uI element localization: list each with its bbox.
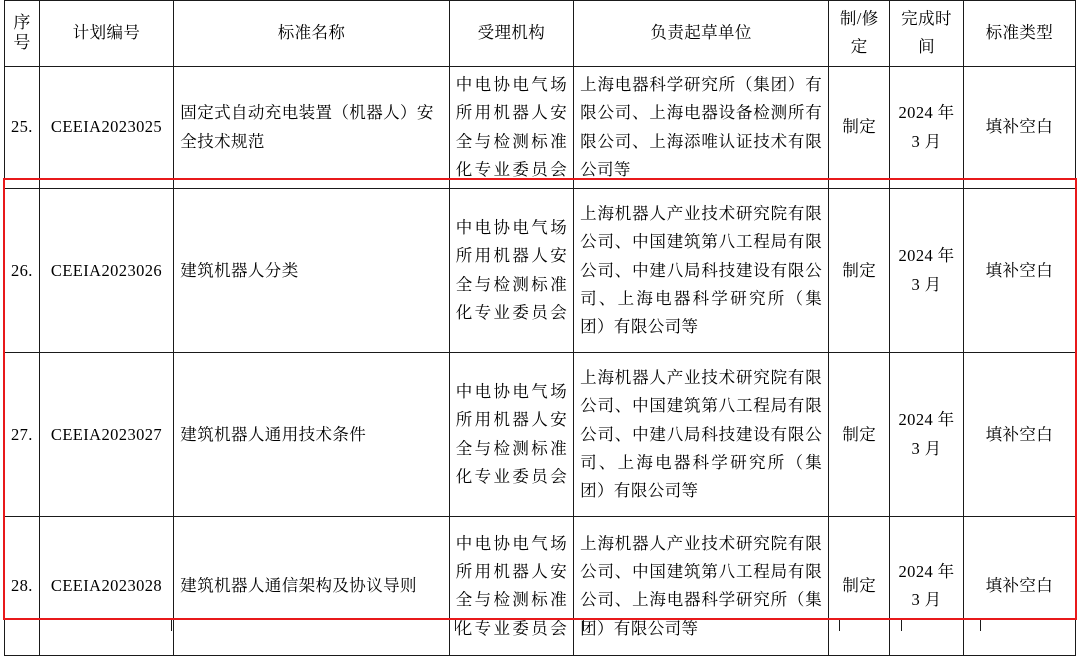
cell-formulation-type: 制定 <box>829 353 890 517</box>
cell-divider <box>980 620 981 631</box>
cell-standard-category: 填补空白 <box>963 189 1075 353</box>
cell-drafting-unit: 上海机器人产业技术研究院有限公司、中国建筑第八工程局有限公司、中建八局科技建设有限公司、上海电器科学研究所（集团）有限公司等 <box>574 353 829 517</box>
table-row <box>5 353 1076 517</box>
cell-sequence: 27. <box>5 353 40 517</box>
table-row <box>5 517 1076 656</box>
table-row-partial <box>4 620 1076 631</box>
cell-accepting-org: 中电协电气场所用机器人安全与检测标准化专业委员会 <box>449 66 573 189</box>
standards-plan-table <box>4 0 1076 656</box>
cell-sequence: 28. <box>5 517 40 656</box>
cell-standard-name: 固定式自动充电装置（机器人）安全技术规范 <box>174 66 449 189</box>
cell-plan-code: CEEIA2023027 <box>39 353 174 517</box>
column-header-standard-name: 标准名称 <box>174 1 449 67</box>
column-header-sequence: 序号 <box>5 1 40 67</box>
cell-formulation-type: 制定 <box>829 517 890 656</box>
cell-sequence: 25. <box>5 66 40 189</box>
cell-completion-time: 2024 年 3 月 <box>890 189 963 353</box>
cell-plan-code: CEEIA2023028 <box>39 517 174 656</box>
cell-standard-category: 填补空白 <box>963 517 1075 656</box>
cell-divider <box>839 620 840 631</box>
cell-standard-name: 建筑机器人分类 <box>174 189 449 353</box>
cell-divider <box>583 620 584 631</box>
column-header-accepting-org: 受理机构 <box>449 1 573 67</box>
cell-divider <box>171 620 172 631</box>
cell-drafting-unit: 上海电器科学研究所（集团）有限公司、上海电器设备检测所有限公司、上海添唯认证技术有限公司等 <box>574 66 829 189</box>
cell-standard-category: 填补空白 <box>963 66 1075 189</box>
cell-standard-category: 填补空白 <box>963 353 1075 517</box>
table-row <box>5 66 1076 189</box>
cell-formulation-type: 制定 <box>829 189 890 353</box>
cell-plan-code: CEEIA2023025 <box>39 66 174 189</box>
cell-divider <box>39 620 40 631</box>
column-header-formulation-type: 制/修定 <box>829 1 890 67</box>
cell-plan-code: CEEIA2023026 <box>39 189 174 353</box>
column-header-plan-code: 计划编号 <box>39 1 174 67</box>
cell-completion-time: 2024 年 3 月 <box>890 66 963 189</box>
column-header-completion-time: 完成时间 <box>890 1 963 67</box>
cell-accepting-org: 中电协电气场所用机器人安全与检测标准化专业委员会 <box>449 353 573 517</box>
cell-divider <box>901 620 902 631</box>
cell-accepting-org: 中电协电气场所用机器人安全与检测标准化专业委员会 <box>449 517 573 656</box>
cell-formulation-type: 制定 <box>829 66 890 189</box>
table-header-row <box>5 1 1076 67</box>
cell-completion-time: 2024 年 3 月 <box>890 517 963 656</box>
cell-standard-name: 建筑机器人通信架构及协议导则 <box>174 517 449 656</box>
cell-accepting-org: 中电协电气场所用机器人安全与检测标准化专业委员会 <box>449 189 573 353</box>
cell-drafting-unit: 上海机器人产业技术研究院有限公司、中国建筑第八工程局有限公司、中建八局科技建设有限公司、上海电器科学研究所（集团）有限公司等 <box>574 189 829 353</box>
column-header-standard-category: 标准类型 <box>963 1 1075 67</box>
column-header-drafting-unit: 负责起草单位 <box>574 1 829 67</box>
cell-sequence: 26. <box>5 189 40 353</box>
cell-divider <box>455 620 456 631</box>
table-body <box>5 66 1076 656</box>
table-row <box>5 189 1076 353</box>
cell-drafting-unit: 上海机器人产业技术研究院有限公司、中国建筑第八工程局有限公司、上海电器科学研究所（集团）有限公司等 <box>574 517 829 656</box>
cell-standard-name: 建筑机器人通用技术条件 <box>174 353 449 517</box>
cell-completion-time: 2024 年 3 月 <box>890 353 963 517</box>
